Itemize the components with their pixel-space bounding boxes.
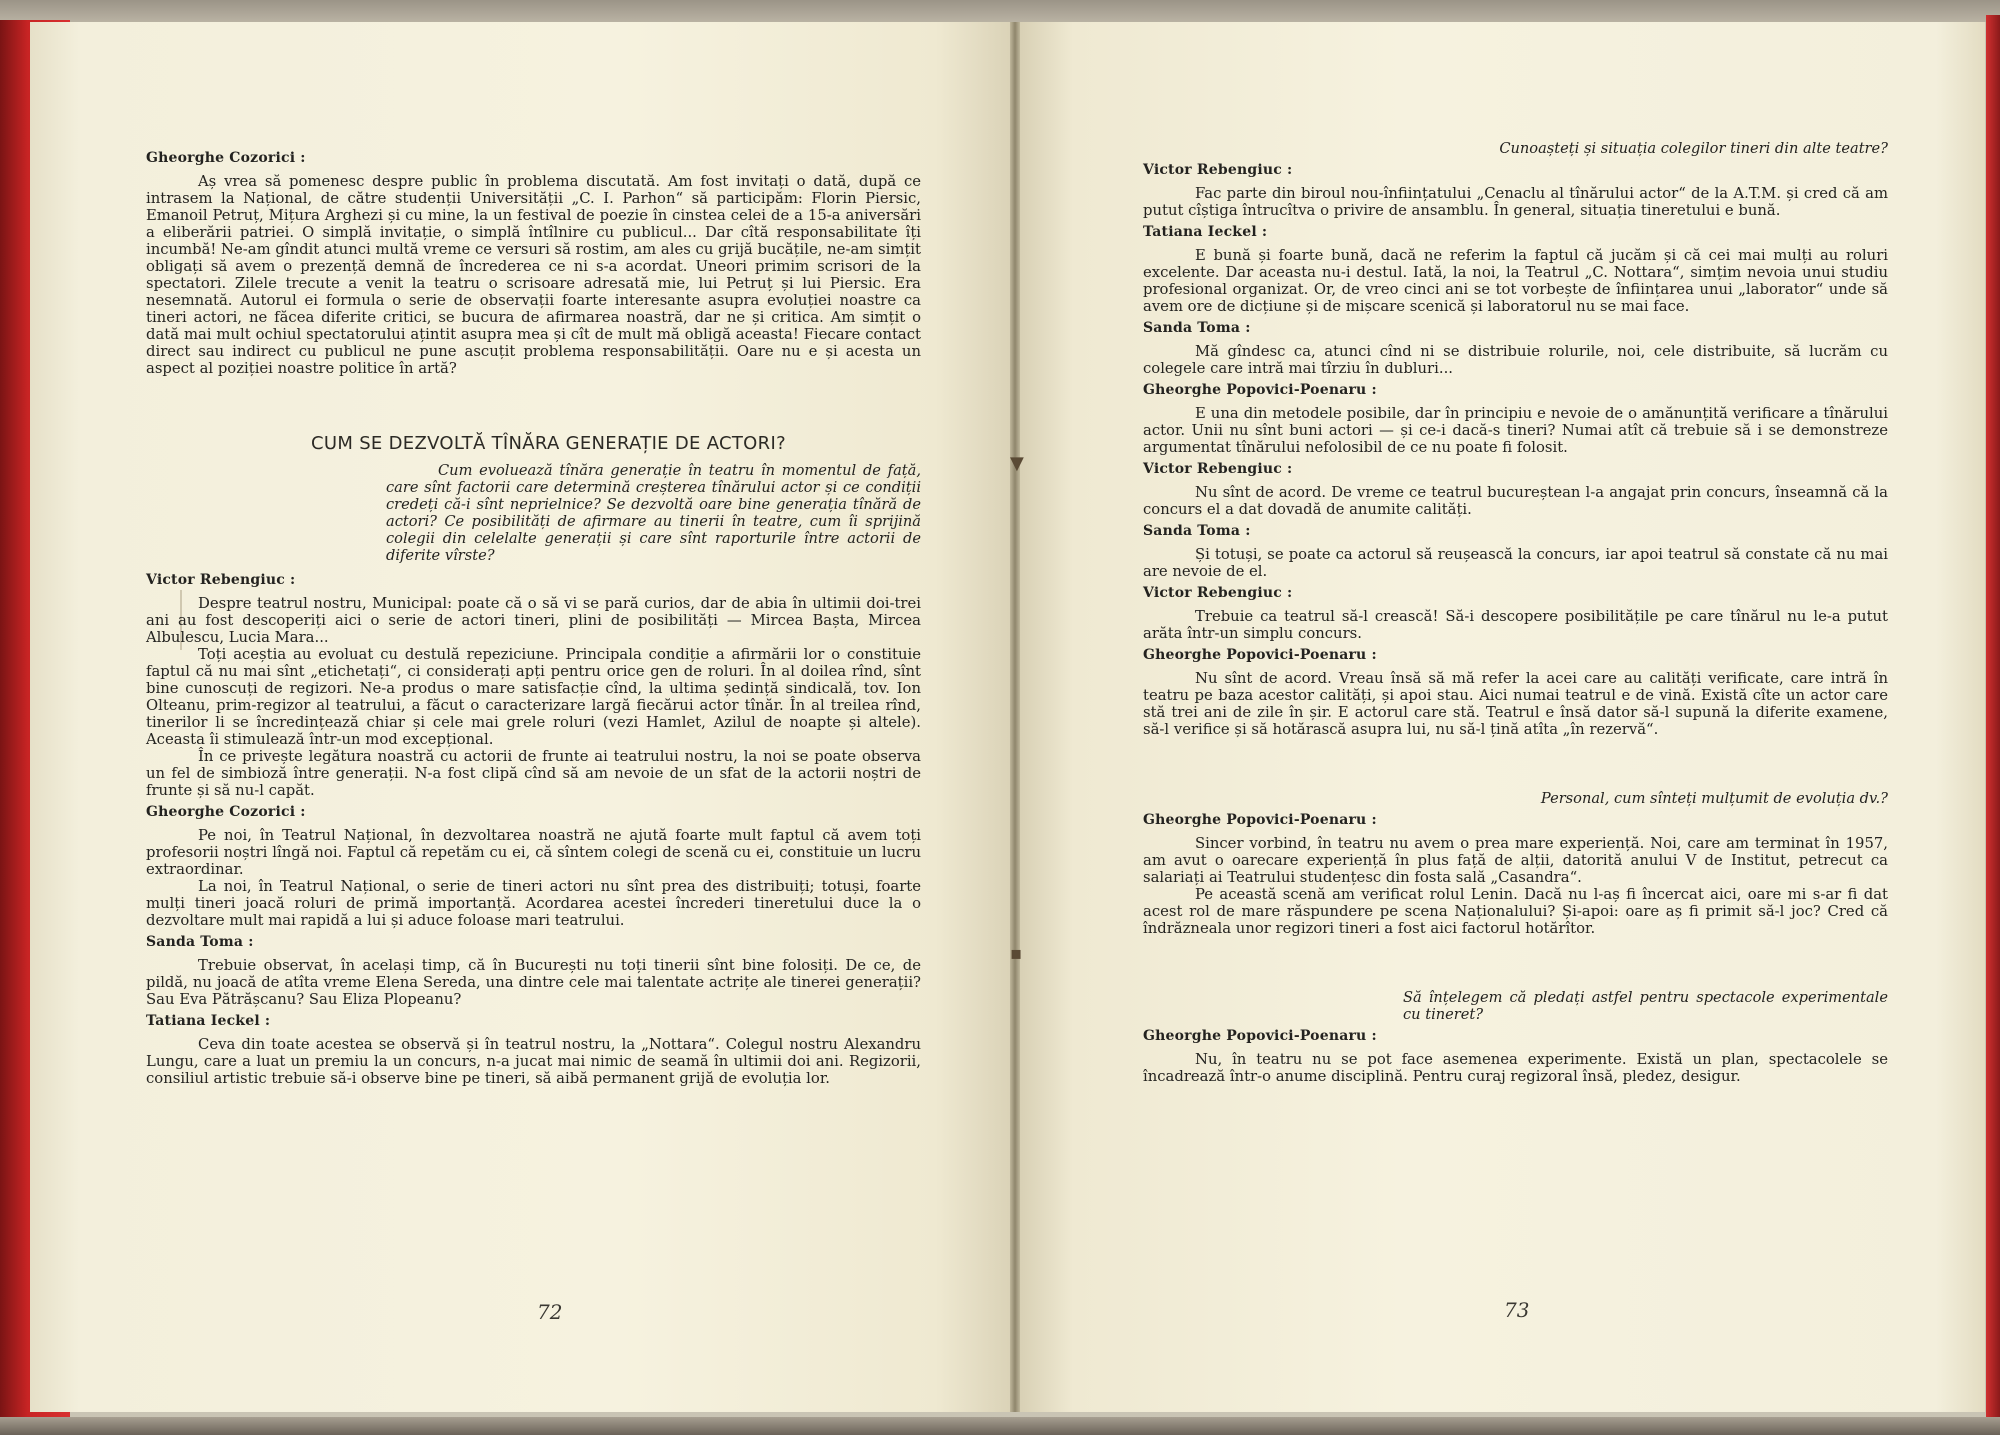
gutter-binding-mark-bottom: ▪: [1010, 943, 1023, 964]
paragraph: Fac parte din biroul nou-înființatului „Cenaclu al tînărului actor“ de la A.T.M. și cred că am putut cîștiga întrucîtva o privire de ansamblu. În general, situația tineretului e bună.: [1143, 185, 1888, 219]
speaker-name: Gheorghe Cozorici :: [146, 804, 306, 820]
page-number-left: 72: [537, 1300, 563, 1324]
speaker-name: Victor Rebengiuc :: [1143, 162, 1293, 178]
speaker-name: Gheorghe Popovici-Poenaru :: [1143, 382, 1377, 398]
paragraph: Mă gîndesc ca, atunci cînd ni se distribuie rolurile, noi, cele distribuite, să lucrăm cu colegele care intră mai tîrziu în dubluri...: [1143, 343, 1888, 377]
book-cover-right-edge: [1986, 15, 2000, 1425]
speaker-name: Victor Rebengiuc :: [1143, 585, 1293, 601]
section-intro-question: Cum evoluează tînăra generație în teatru în momentul de față, care sînt factorii care determină creșterea tînărului actor și ce condiții credeți că-i sînt neprielnice? Se dezvoltă oare bine generația tînără de actori? Ce posibilități de afirmare au tinerii în teatre, cum îi sprijină colegii din celelalte generații și care sînt raporturile între actorii de diferite vîrste?: [386, 462, 921, 564]
book-cover-bottom: [0, 1417, 2000, 1435]
paragraph: Pe noi, în Teatrul Național, în dezvoltarea noastră ne ajută foarte mult faptul că avem toți profesorii noștri lîngă noi. Faptul că repetăm cu ei, că sîntem colegi de scenă cu ei, constituie un lucru extraordinar.: [146, 827, 921, 878]
paragraph: Pe această scenă am verificat rolul Lenin. Dacă nu l-aș fi încercat aici, oare mi s-ar fi dat acest rol de mare răspundere pe scena Naționalului? Și-apoi: oare aș fi primit să-l joc? Cred că îndrăzneala unor regizori tineri a fost aici factorul hotărîtor.: [1143, 886, 1888, 937]
paragraph: Trebuie ca teatrul să-l crească! Să-i descopere posibilitățile pe care tînărul nu le-a putut arăta într-un simplu concurs.: [1143, 608, 1888, 642]
speaker-name: Tatiana Ieckel :: [146, 1013, 271, 1029]
paragraph: Ceva din toate acestea se observă și în teatrul nostru, la „Nottara“. Colegul nostru Alexandru Lungu, care a luat un premiu la un concurs, n-a jucat mai nimic de seamă în ultimii doi ani. Regizorii, consiliul artistic trebuie să-i observe bine pe tineri, să aibă permanent grijă de evoluția lor.: [146, 1036, 921, 1087]
speaker-name: Tatiana Ieckel :: [1143, 224, 1268, 240]
right-page-text: [1143, 140, 1888, 1085]
paragraph: La noi, în Teatrul Național, o serie de tineri actori nu sînt prea des distribuiți; totuși, foarte mulți tineri joacă roluri de primă importanță. Acordarea acestei încrederi tineretului duce la o dezvoltare mult mai rapidă a lui și aduce foloase mari teatrului.: [146, 878, 921, 929]
speaker-name: Gheorghe Popovici-Poenaru :: [1143, 647, 1377, 663]
paragraph: Nu sînt de acord. De vreme ce teatrul bucureștean l-a angajat prin concurs, înseamnă că la concurs el a dat dovadă de anumite calități.: [1143, 484, 1888, 518]
section-heading: CUM SE DEZVOLTĂ TÎNĂRA GENERAȚIE DE ACTORI?: [311, 433, 786, 454]
interview-question: Personal, cum sînteți mulțumit de evoluția dv.?: [1540, 790, 1888, 807]
speaker-name: Victor Rebengiuc :: [146, 572, 296, 588]
interview-question: Cunoașteți și situația colegilor tineri din alte teatre?: [1499, 140, 1888, 157]
speaker-name: Gheorghe Popovici-Poenaru :: [1143, 1028, 1377, 1044]
paragraph: Aș vrea să pomenesc despre public în problema discutată. Am fost invitați o dată, după ce intrasem la Național, de către studenții Universității „C. I. Parhon“ să participăm: Florin Piersic, Emanoil Petruț, Mițura Arghezi și cu mine, la un festival de poezie în cinstea celei de a 15-a aniversări a eliberării patriei. O simplă invitație, o simplă întîlnire cu publicul... Dar cîtă responsabilitate îți incumbă! Ne-am gîndit atunci multă vreme ce versuri să rostim, am ales cu grijă bucățile, ne-am simțit obligați să avem o prezență demnă de încrederea ce ni s-a acordat. Uneori primim scrisori de la spectatori. Zilele trecute a venit la teatru o scrisoare adresată mie, lui Petruț și lui Piersic. Era nesemnată. Autorul ei formula o serie de observații foarte interesante asupra evoluției noastre ca tineri actori, ne făcea diferite critici, se bucura de afirmarea noastră, dar ne și critica. Am simțit o dată mai mult ochiul spectatorului ațintit asupra mea și cît de mult mă obligă aceasta! Fiecare contact direct sau indirect cu publicul ne pune ascuțit problema responsabilității. Oare nu e și acesta un aspect al poziției noastre politice în artă?: [146, 173, 921, 377]
left-page-text: [146, 145, 921, 1087]
speaker-name: Sanda Toma :: [1143, 320, 1251, 336]
paragraph: Toți aceștia au evoluat cu destulă repeziciune. Principala condiție a afirmării lor o constituie faptul că nu mai sînt „etichetați“, ci considerați apți pentru orice gen de roluri. În al doilea rînd, sînt bine cunoscuți de regizori. Ne-a produs o mare satisfacție cînd, la ultima ședință sindicală, tov. Ion Olteanu, prim-regizor al teatrului, a făcut o caracterizare largă fiecărui actor tînăr. În al treilea rînd, tinerilor li se încredințează chiar și cele mai grele roluri (vezi Hamlet, Azilul de noapte și altele). Aceasta îi stimulează într-un mod excepțional.: [146, 646, 921, 748]
paragraph: E una din metodele posibile, dar în principiu e nevoie de o amănunțită verificare a tînărului actor. Unii nu sînt buni actori — și ce-i dacă-s tineri? Numai atît că trebuie să i se demonstreze argumentat tînărului nefolosibil de ce nu poate fi folosit.: [1143, 405, 1888, 456]
paragraph: Și totuși, se poate ca actorul să reușească la concurs, iar apoi teatrul să constate că nu mai are nevoie de el.: [1143, 546, 1888, 580]
speaker-name: Gheorghe Cozorici :: [146, 150, 306, 166]
paragraph: Nu sînt de acord. Vreau însă să mă refer la acei care au calități verificate, care intră în teatru pe baza acestor calități, și apoi stau. Aici numai teatrul e de vină. Există cîte un actor care stă trei ani de zile în șir. E actorul care stă. Teatrul e însă dator să-l supună la diferite examene, să-l verifice și să hotărască asupra lui, nu să-l țină atîta „în rezervă“.: [1143, 670, 1888, 738]
speaker-name: Gheorghe Popovici-Poenaru :: [1143, 812, 1377, 828]
paragraph: E bună și foarte bună, dacă ne referim la faptul că jucăm și că cei mai mulți au roluri excelente. Dar aceasta nu-i destul. Iată, la noi, la Teatrul „C. Nottara“, simțim nevoia unui studiu profesional organizat. Or, de vreo cinci ani se tot vorbește de înființarea unui „laborator“ unde să avem ore de dicțiune și de mișcare scenică și laboratorul nu se mai face.: [1143, 247, 1888, 315]
speaker-name: Sanda Toma :: [1143, 523, 1251, 539]
paragraph: Despre teatrul nostru, Municipal: poate că o să vi se pară curios, dar de abia în ultimii doi-trei ani au fost descoperiți aici o serie de actori tineri, plini de posibilități — Mircea Bașta, Mircea Albulescu, Lucia Mara...: [146, 595, 921, 646]
book-gutter: [1010, 22, 1024, 1412]
paragraph: Trebuie observat, în același timp, că în București nu toți tinerii sînt bine folosiți. De ce, de pildă, nu joacă de atîta vreme Elena Sereda, una dintre cele mai talentate actrițe ale tinerei generații? Sau Eva Pătrășcanu? Sau Eliza Plopeanu?: [146, 957, 921, 1008]
book-cover-top: [0, 0, 2000, 22]
speaker-name: Victor Rebengiuc :: [1143, 461, 1293, 477]
paragraph: În ce privește legătura noastră cu actorii de frunte ai teatrului nostru, la noi se poate observa un fel de simbioză între generații. N-a fost clipă cînd să am nevoie de un sfat de la actorii noștri de frunte și să nu-l capăt.: [146, 748, 921, 799]
paragraph: Nu, în teatru nu se pot face asemenea experimente. Există un plan, spectacolele se încadrează într-o anume disciplină. Pentru curaj regizoral însă, pledez, desigur.: [1143, 1051, 1888, 1085]
interview-question: Să înțelegem că pledați astfel pentru spectacole experimentale cu tineret?: [1403, 989, 1888, 1023]
speaker-name: Sanda Toma :: [146, 934, 254, 950]
paragraph: Sincer vorbind, în teatru nu avem o prea mare experiență. Noi, care am terminat în 1957, am avut o oarecare experiență în plus față de alții, datorită anului V de Institut, petrecut ca salariați ai Teatrului studențesc din fosta sală „Casandra“.: [1143, 835, 1888, 886]
gutter-binding-mark-top: ▼: [1010, 453, 1024, 474]
page-number-right: 73: [1504, 1298, 1530, 1322]
